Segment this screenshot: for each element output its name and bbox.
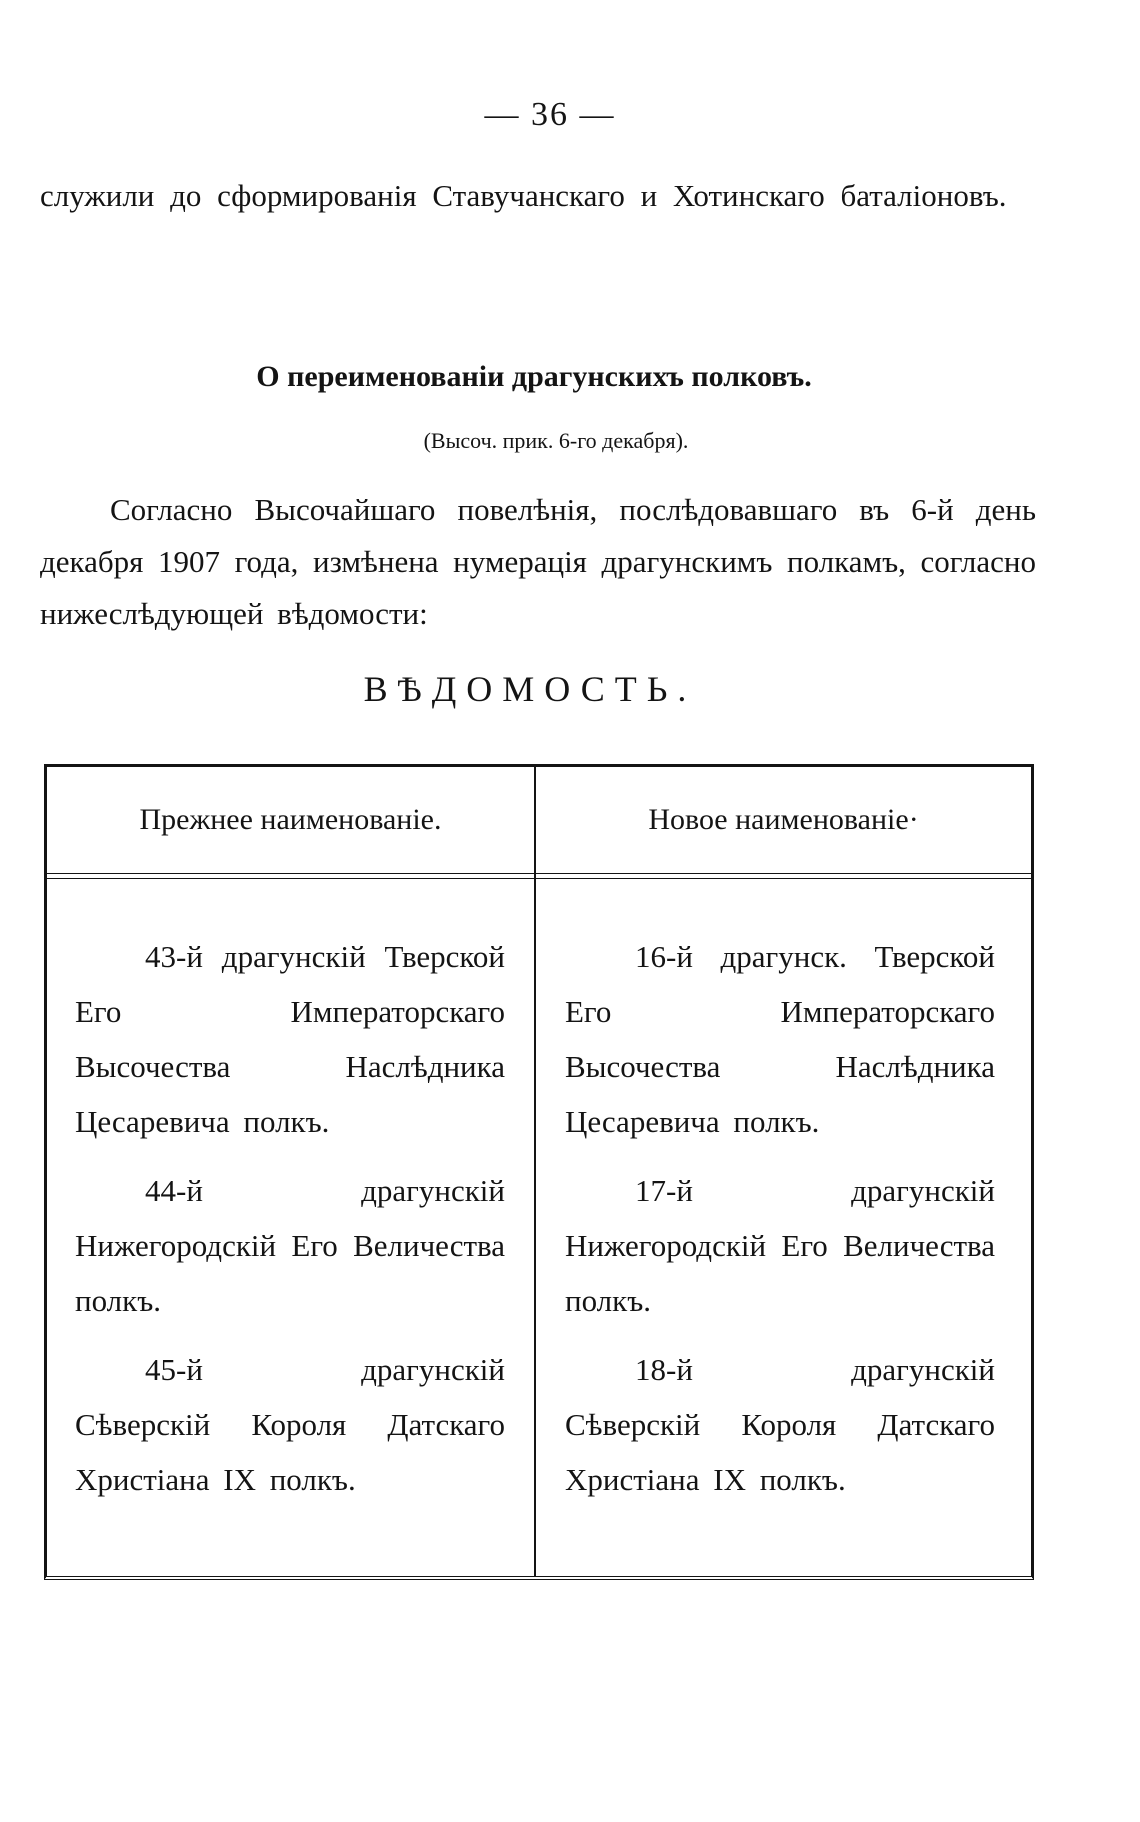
column-header-new-name: Новое наименованіе· [648,803,919,836]
rename-table [44,764,1034,1580]
header-double-rule [47,873,1031,879]
new-name-entry-17: 17-й драгунскій Нижегородскій Его Величества полкъ. [565,1173,995,1318]
column-header-old-name: Прежнее наименованіе. [139,803,442,836]
body-paragraph: Согласно Высочайшаго повелѣнія, послѣдовавшаго въ 6-й день декабря 1907 года, измѣнена нумерація драгунскимъ полкамъ, согласно нижеслѣдующей вѣдомости: [40,492,1036,631]
section-title: О переименованіи драгунскихъ полковъ. [256,360,812,393]
new-name-entry-18: 18-й драгунскій Сѣверскій Короля Датскаго Христіана IX полкъ. [565,1352,995,1497]
new-name-entry-16: 16-й драгунск. Тверской Его Императорскаго Высочества Наслѣдника Цесаревича полкъ. [565,939,995,1139]
decree-note: (Высоч. прик. 6-го декабря). [423,428,689,453]
column-divider [534,767,536,1576]
page-number: — 36 — [484,96,616,133]
table-heading: ВѢДОМОСТЬ. [363,669,697,709]
old-name-entry-45: 45-й драгунскій Сѣверскій Короля Датскаго Христіана IX полкъ. [75,1352,505,1497]
old-name-entry-43: 43-й драгунскій Тверской Его Императорскаго Высочества Наслѣдника Цесаревича полкъ. [75,939,505,1139]
column-new-names [565,929,995,1521]
intro-paragraph: служили до сформированія Ставучанскаго и Хотинскаго баталіоновъ. [40,178,1007,213]
old-name-entry-44: 44-й драгунскій Нижегородскій Его Величества полкъ. [75,1173,505,1318]
column-old-names [75,929,505,1521]
